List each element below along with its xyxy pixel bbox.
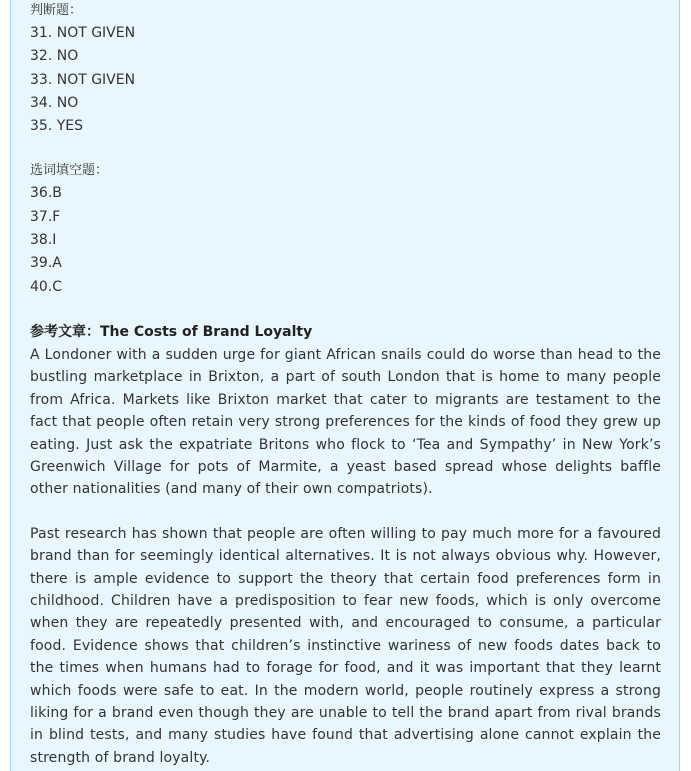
spacer bbox=[30, 138, 661, 160]
answer-line: 38.I bbox=[30, 232, 57, 249]
answer-line: 36.B bbox=[30, 185, 62, 202]
answer-panel bbox=[10, 0, 680, 771]
paragraph-gap bbox=[30, 501, 661, 523]
answer-line: 35. YES bbox=[30, 118, 83, 135]
judgment-section bbox=[30, 0, 661, 138]
answer-line: 40.C bbox=[30, 278, 63, 295]
answer-line: 37.F bbox=[30, 208, 61, 225]
article-title-text: The Costs of Brand Loyalty bbox=[100, 323, 313, 340]
answer-line: 32. NO bbox=[30, 48, 79, 65]
fill-section bbox=[30, 160, 661, 298]
answer-line: 34. NO bbox=[30, 94, 79, 111]
article-title-prefix: 参考文章： bbox=[30, 323, 100, 340]
article-paragraph: Past research has shown that people are often willing to pay much more for a favoured brand than for seemingly identical alternatives. It is not always obvious why. However, there is ample evidence to support the theory that certain food preferences form in childhood. Children have a predisposition to fear new foods, which is only overcome when they are repeatedly presented with, and encouraged to consume, a particular food. Evidence shows that children’s instinctive wariness of new foods dates back to the times when humans had to forage for food, and it was important that they learnt which foods were safe to eat. In the modern world, people routinely express a strong liking for a brand even though they are unable to tell the brand apart from rival brands in blind tests, and many studies have found that advertising alone cannot explain the strength of brand loyalty. bbox=[30, 525, 661, 766]
answer-line: 31. NOT GIVEN bbox=[30, 25, 136, 41]
fill-heading: 选词填空题： bbox=[30, 163, 109, 179]
spacer bbox=[30, 299, 661, 321]
answer-line: 39.A bbox=[30, 255, 62, 272]
article-title bbox=[30, 321, 661, 344]
answer-line: 33. NOT GIVEN bbox=[30, 71, 136, 88]
article-section bbox=[30, 321, 661, 769]
article-paragraph: A Londoner with a sudden urge for giant African snails could do worse than head to the bustling marketplace in Brixton, a part of south London that is home to many people from Africa. Markets like Brixton market that cater to migrants are testament to the fact that people often retain very strong preferences for the kinds of food they grew up eating. Just ask the expatriate Britons who flock to ‘Tea and Sympathy’ in New York’s Greenwich Village for pots of Marmite, a yeast based spread whose delights baffle other nationalities (and many of their own compatriots). bbox=[30, 346, 661, 498]
judgment-heading: 判断题： bbox=[30, 3, 83, 18]
